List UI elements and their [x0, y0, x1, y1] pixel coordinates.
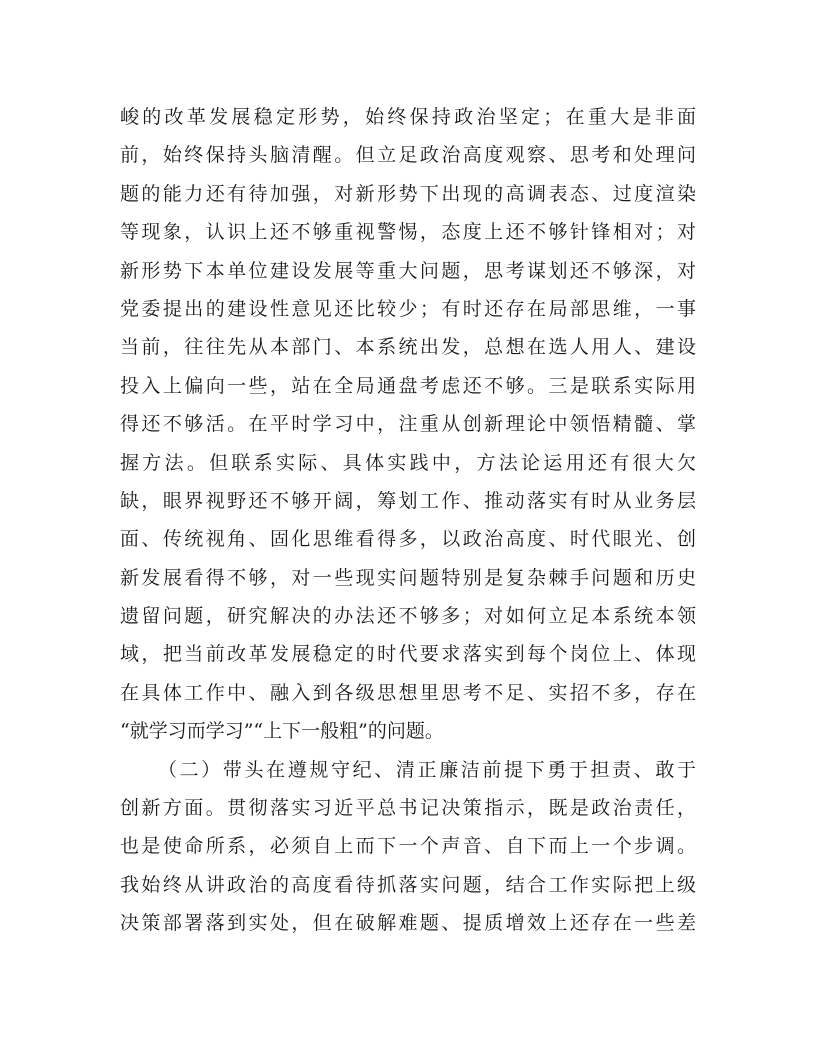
paragraph-section-two [120, 751, 696, 943]
text-line: 域，把当前改革发展稳定的时代要求落实到每个岗位上、体现 [120, 643, 696, 666]
document-body [120, 98, 696, 943]
text-line: 新形势下本单位建设发展等重大问题，思考谋划还不够深，对 [120, 259, 696, 282]
text-line: 握方法。但联系实际、具体实践中，方法论运用还有很大欠 [120, 451, 696, 474]
text-line: 当前，往往先从本部门、本系统出发，总想在选人用人、建设 [120, 336, 696, 359]
text-line: 遗留问题，研究解决的办法还不够多；对如何立足本系统本领 [120, 605, 696, 628]
section-heading-line: （二）带头在遵规守纪、清正廉洁前提下勇于担责、敢于 [158, 758, 696, 781]
text-line: 投入上偏向一些，站在全局通盘考虑还不够。三是联系实际用 [120, 374, 696, 397]
text-line: 决策部署落到实处，但在破解难题、提质增效上还存在一些差 [120, 912, 696, 935]
text-line: 等现象，认识上还不够重视警惕，态度上还不够针锋相对；对 [120, 221, 696, 244]
paragraph-continuation [120, 98, 696, 751]
text-line: 前，始终保持头脑清醒。但立足政治高度观察、思考和处理问 [120, 144, 696, 167]
text-line-last: “就学习而学习”“上下一般粗”的问题。 [120, 720, 444, 743]
text-line: 我始终从讲政治的高度看待抓落实问题，结合工作实际把上级 [120, 873, 696, 896]
text-line: 题的能力还有待加强，对新形势下出现的高调表态、过度渲染 [120, 182, 696, 205]
text-line: 面、传统视角、固化思维看得多，以政治高度、时代眼光、创 [120, 528, 696, 551]
text-line: 创新方面。贯彻落实习近平总书记决策指示，既是政治责任， [120, 797, 696, 820]
text-line: 得还不够活。在平时学习中，注重从创新理论中领悟精髓、掌 [120, 413, 696, 436]
text-line: 在具体工作中、融入到各级思想里思考不足、实招不多，存在 [120, 681, 696, 704]
text-line: 峻的改革发展稳定形势，始终保持政治坚定；在重大是非面 [120, 106, 696, 128]
text-line: 也是使命所系，必须自上而下一个声音、自下而上一个步调。 [120, 835, 696, 858]
text-line: 新发展看得不够，对一些现实问题特别是复杂棘手问题和历史 [120, 566, 696, 589]
text-line: 缺，眼界视野还不够开阔，筹划工作、推动落实有时从业务层 [120, 489, 696, 512]
text-line: 党委提出的建设性意见还比较少；有时还存在局部思维，一事 [120, 297, 696, 320]
